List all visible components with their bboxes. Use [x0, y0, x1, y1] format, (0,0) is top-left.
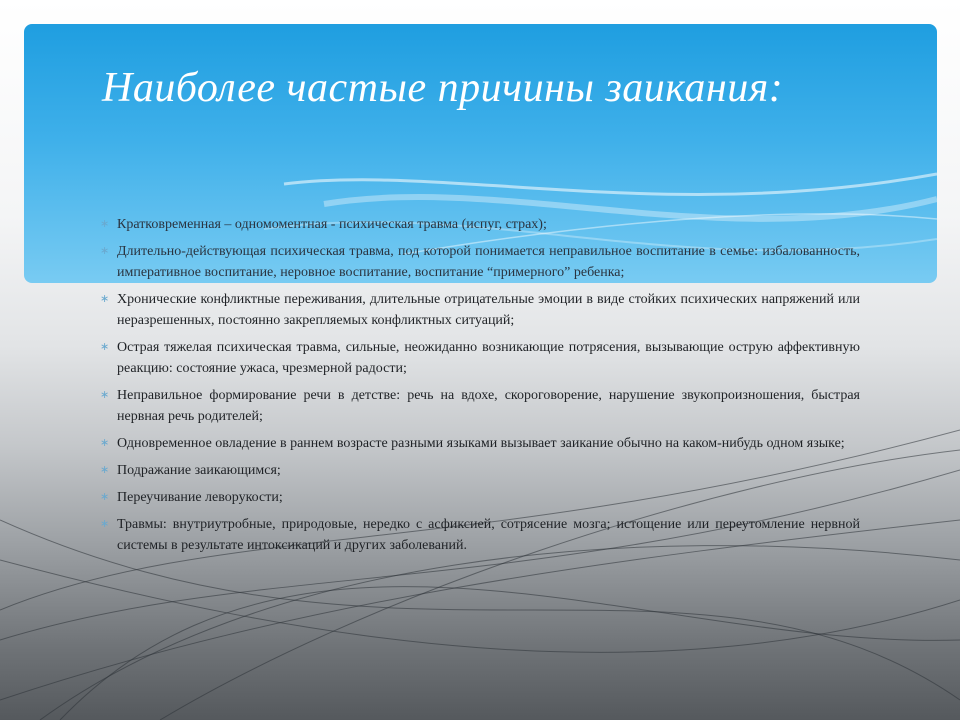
list-item-text: Длительно-действующая психическая травма, под которой понимается неправильное воспитание в семье: избалованность, императивное воспитание, неровное воспитание, воспитание “примерного” ребенка;	[117, 244, 860, 280]
list-item	[100, 433, 860, 454]
list-item	[100, 337, 860, 379]
list-item	[100, 514, 860, 556]
list-item-text: Переучивание леворукости;	[117, 490, 283, 505]
bullet-marker-icon: ∗	[100, 341, 110, 353]
list-item	[100, 241, 860, 283]
list-item-text: Неправильное формирование речи в детстве: речь на вдохе, скороговорение, нарушение звукопроизношения, быстрая нервная речь родителей;	[117, 388, 860, 424]
list-item-text: Травмы: внутриутробные, природовые, нередко с асфиксией, сотрясение мозга; истощение или переутомление нервной системы в результате интоксикаций и других заболеваний.	[117, 517, 860, 553]
bullet-marker-icon: ∗	[100, 293, 110, 305]
list-item-text: Хронические конфликтные переживания, длительные отрицательные эмоции в виде стойких психических напряжений или неразрешенных, постоянно закрепляемых конфликтных ситуаций;	[117, 292, 860, 328]
list-item	[100, 289, 860, 331]
bullet-marker-icon: ∗	[100, 491, 110, 503]
list-item-text: Острая тяжелая психическая травма, сильные, неожиданно возникающие потрясения, вызывающие острую аффективную реакцию: состояние ужаса, чрезмерной радости;	[117, 340, 860, 376]
list-item-text: Подражание заикающимся;	[117, 463, 281, 478]
bullet-marker-icon: ∗	[100, 218, 110, 230]
list-item	[100, 487, 860, 508]
list-item	[100, 385, 860, 427]
list-item-text: Кратковременная – одномоментная - психическая травма (испуг, страх);	[117, 217, 547, 232]
bullet-marker-icon: ∗	[100, 464, 110, 476]
list-item-text: Одновременное овладение в раннем возрасте разными языками вызывает заикание обычно на каком-нибудь одном языке;	[117, 436, 845, 451]
list-item	[100, 214, 860, 235]
bullet-marker-icon: ∗	[100, 245, 110, 257]
slide-title: Наиболее частые причины заикания:	[102, 65, 784, 111]
bullet-list	[100, 214, 860, 556]
bullet-marker-icon: ∗	[100, 437, 110, 449]
bullet-marker-icon: ∗	[100, 389, 110, 401]
bullet-list-container	[100, 214, 860, 562]
bullet-marker-icon: ∗	[100, 518, 110, 530]
list-item	[100, 460, 860, 481]
